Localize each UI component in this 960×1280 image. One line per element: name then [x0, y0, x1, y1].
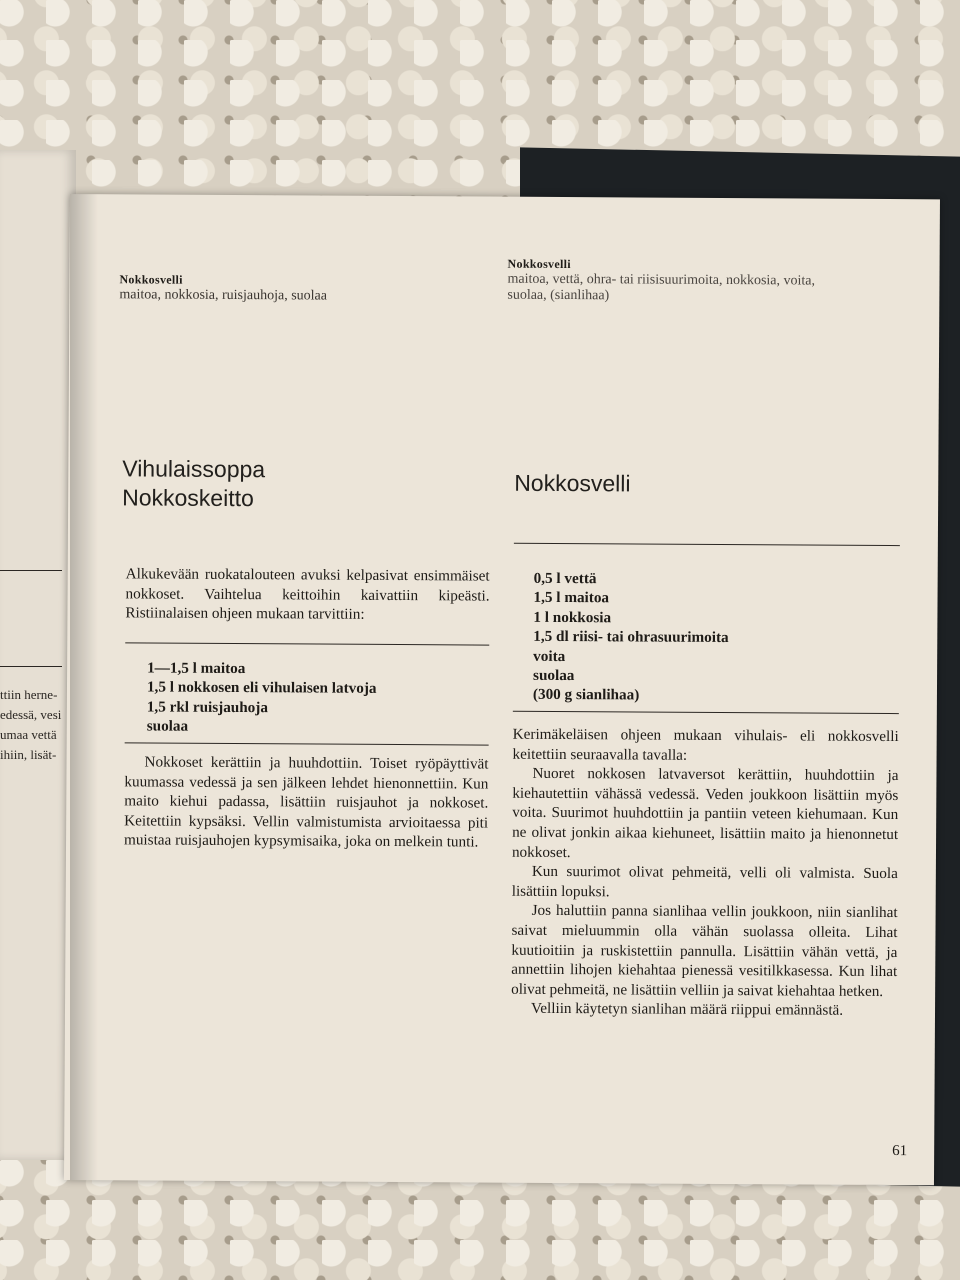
right-method [511, 725, 899, 1021]
left-page-fragment: ihiin, lisät- [0, 747, 57, 762]
left-page-rule-bottom [0, 666, 62, 667]
page-number: 61 [892, 1143, 908, 1160]
method-paragraph: Velliin käytetyn sianlihan määrä riippui emännästä. [530, 1000, 844, 1020]
ingredient-item: 1,5 l maitoa [533, 589, 610, 607]
left-page-fragment: umaa vettä [0, 727, 57, 742]
left-recipe-title [122, 454, 482, 514]
page-gutter-shadow [70, 194, 98, 1180]
method-paragraph: Kun suurimot olivat pehmeitä, velli oli valmista. Suola lisättiin lopuksi. [511, 862, 898, 901]
right-ingredient-list [533, 569, 894, 707]
right-recipe-title: Nokkosvelli [514, 469, 631, 497]
ingredient-item: 1—1,5 l maitoa [147, 659, 246, 678]
method-paragraph: Nuoret nokkosen latvaversot kerättiin, huuhdottiin ja kiehautettiin vähässä vedessä. Veden joukkoon lisättiin myös voita. Suurimot huuhdottiin ja pantiin veteen kiehumaan. Kun ne olivat jonkin aikaa kiehuneet, lisättiin maito ja hienonnetut nokkoset. [511, 765, 899, 861]
ingredient-item: suolaa [533, 666, 575, 685]
ingredient-item: voita [533, 647, 566, 665]
right-header-subtitle-line1: maitoa, vettä, ohra- tai riisisuurimoita, nokkosia, voita, [507, 271, 816, 289]
left-intro: Alkukevään ruokatalouteen avuksi kelpasivat ensimmäiset nokkoset. Vaihtelua keittoihin kaivattiin kipeästi. Ristiinalaisen ohjeen mukaan tarvittiin: [125, 565, 490, 623]
ingredient-item: suolaa [146, 717, 189, 735]
left-header-title: Nokkosvelli [119, 272, 183, 287]
method-paragraph: Jos haluttiin panna sianlihaa vellin joukkoon, niin sianlihat saivat mieluummin olla vähän suolassa olleita. Lihat kuutioitiin ja ruskistettiin pannulla. Lisättiin vähän vettä, ja annettiin lihojen kiehahtaa pienessä vesitilkkasessa. Kun lihat olivat pehmeitä, ne lisättiin velliin ja saivat kiehahtaa hetken. [511, 902, 898, 1000]
left-method: Nokkoset kerättiin ja huuhdottiin. Toiset ryöpäyttivät kuumassa vedessä ja sen jälkeen lehdet hienonnettiin. Kun maito kiehui padassa, lisättiin ruisjauhot ja nokkoset. Keitettiin kypsäksi. Vellin valmistumista arvioitaessa piti muistaa ruisjauhojen kypsymisaika, joka on melkein tunti. [124, 753, 489, 851]
right-header-title: Nokkosvelli [507, 256, 571, 272]
method-paragraph: Kerimäkeläisen ohjeen mukaan vihulais- eli nokkosvelli keitettiin seuraavalla tavalla: [512, 725, 899, 764]
right-ingredients-rule-bottom [513, 711, 899, 714]
left-ingredients-rule-bottom [125, 742, 489, 745]
book-page [64, 194, 940, 1185]
left-header-subtitle: maitoa, nokkosia, ruisjauhoja, suolaa [119, 287, 328, 304]
left-ingredients-rule-top [125, 642, 489, 645]
left-title-line1: Vihulaissoppa [122, 455, 266, 483]
ingredient-item: 1,5 dl riisi- tai ohrasuurimoita [533, 628, 729, 647]
left-ingredient-list [147, 658, 487, 738]
right-header [507, 257, 907, 306]
right-ingredients-rule-top [514, 543, 900, 546]
ingredient-item: 1,5 rkl ruisjauhoja [146, 698, 269, 717]
left-title-line2: Nokkoskeitto [122, 484, 254, 512]
right-header-subtitle-line2: suolaa, (sianlihaa) [507, 287, 610, 304]
left-page-fragment: ttiin herne- [0, 687, 58, 702]
left-header [119, 272, 499, 305]
ingredient-item: 1,5 l nokkosen eli vihulaisen latvoja [146, 678, 377, 698]
left-page-fragment: edessä, vesi [0, 707, 62, 722]
ingredient-item: 1 l nokkosia [533, 608, 612, 627]
ingredient-item: 0,5 l vettä [533, 569, 597, 588]
ingredient-item: (300 g sianlihaa) [532, 686, 640, 704]
left-page-rule-top [0, 570, 62, 571]
